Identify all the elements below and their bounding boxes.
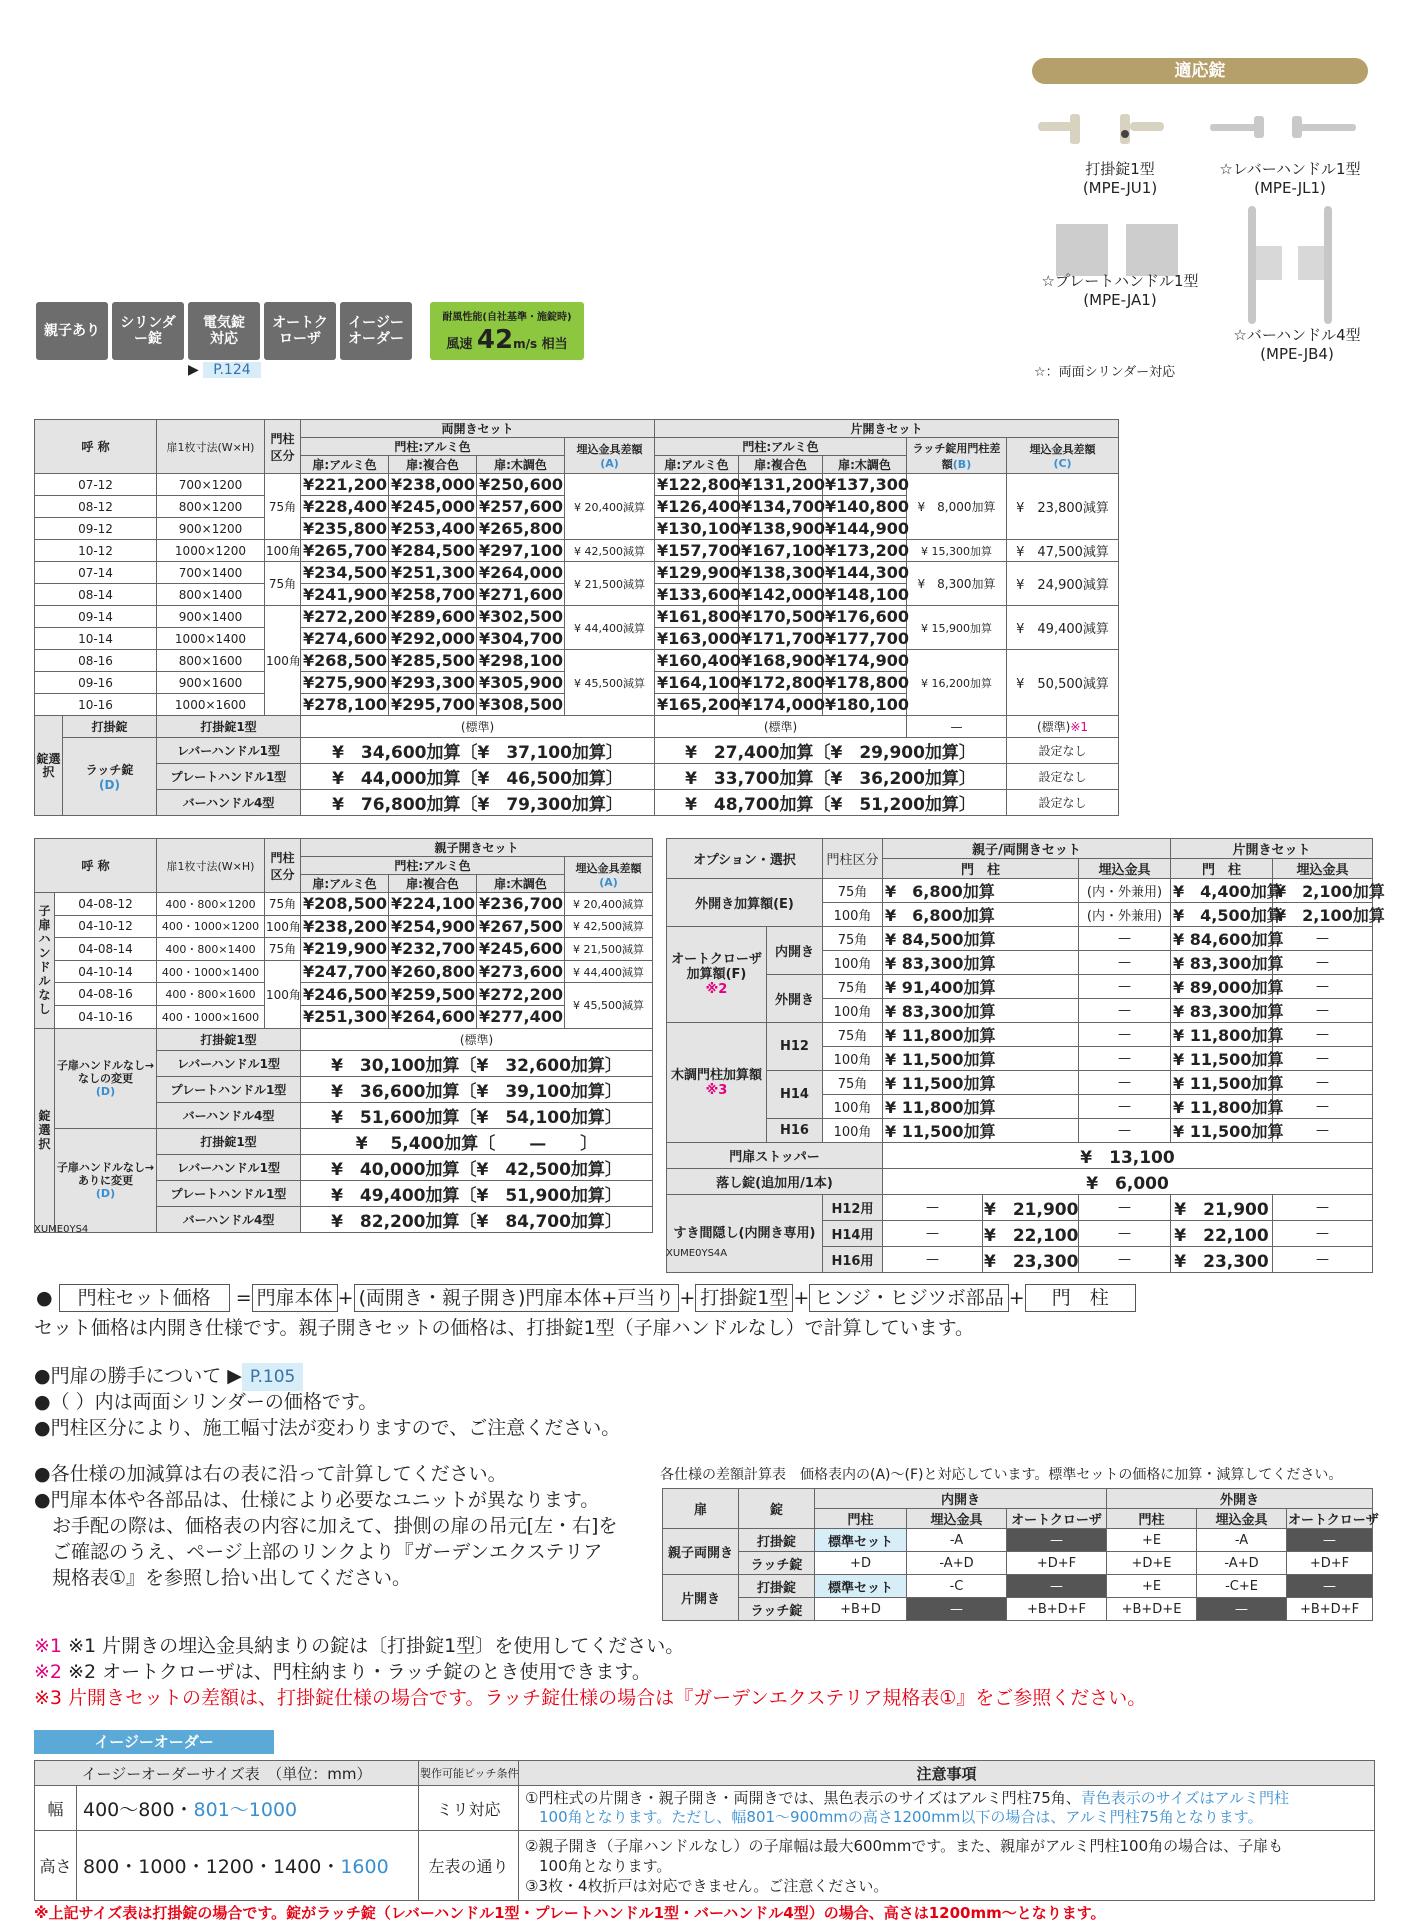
- table-row: 外開き加算額(E) 75角 ¥ 6,800加算 (内・外兼用) ¥ 4,400加算 ¥ 2,100加算: [667, 879, 1373, 903]
- easy-foot: ※上記サイズ表は打掛錠の場合です。錠がラッチ錠（レバーハンドル1型・プレートハンドル1型・バーハンドル4型）の場合、高さは1200mm～となります。: [34, 1904, 1106, 1922]
- note-units-3: ご確認のうえ、ページ上部のリンクより『ガーデンエクステリア: [52, 1541, 603, 1563]
- table-row: 07-14 700×1400 75角 ¥234,500 ¥251,300 ¥264,000 ¥ 21,500減算 ¥129,900 ¥138,300 ¥144,300 ¥ 8,300加算 ¥ 24,900減算: [35, 562, 1119, 584]
- ref-1: ※1 ※1 片開きの埋込金具納まりの錠は〔打掛錠1型〕を使用してください。: [34, 1635, 685, 1657]
- table-row: H16 100角 ¥ 11,500加算 — ¥ 11,500加算 —: [667, 1119, 1373, 1143]
- table-row: レバーハンドル1型 ¥ 30,100加算〔¥ 32,600加算〕: [35, 1051, 653, 1077]
- table-row: プレートハンドル1型 ¥ 49,400加算〔¥ 51,900加算〕: [35, 1181, 653, 1207]
- lock-title-bar: 適応錠: [1032, 58, 1368, 84]
- formula: ● 門柱セット価格 = 門扉本体 + (両開き・親子開き)門扉本体+戸当り + 打掛錠1型 + ヒンジ・ヒジツボ部品 + 門 柱: [36, 1284, 1136, 1312]
- note-units: ●門扉本体や各部品は、仕様により必要なユニットが異なります。: [34, 1489, 600, 1511]
- table-row: バーハンドル4型 ¥ 82,200加算〔¥ 84,700加算〕: [35, 1207, 653, 1233]
- tag-cylinder: シリンダー錠: [112, 302, 184, 360]
- note-katte: ●門扉の勝手について ▶ P.105: [34, 1362, 303, 1391]
- formula-set: 門柱セット価格: [59, 1284, 230, 1312]
- table-row: ラッチ錠 (D) レバーハンドル1型 ¥ 34,600加算〔¥ 37,100加算〕 ¥ 27,400加算〔¥ 29,900加算〕 設定なし: [35, 738, 1119, 764]
- table-row: 木調門柱加算額 ※3 H12 75角 ¥ 11,800加算 — ¥ 11,800加算 —: [667, 1023, 1373, 1047]
- table-row: 04-08-16 400・800×1600 ¥246,500 ¥259,500 ¥272,200 ¥ 45,500減算: [35, 983, 653, 1006]
- note-post: ●門柱区分により、施工幅寸法が変わりますので、ご注意ください。: [34, 1417, 621, 1439]
- table-row: 錠選択 打掛錠 打掛錠1型 (標準) (標準) — (標準)※1: [35, 716, 1119, 738]
- table-row: 09-12 900×1200 ¥235,800 ¥253,400 ¥265,800 ¥130,100 ¥138,900 ¥144,900: [35, 518, 1119, 540]
- lock-image-jl2: [1210, 110, 1360, 150]
- table-row: 錠選択 子扉ハンドルなし→なしの変更 (D) 打掛錠1型 (標準): [35, 1028, 653, 1051]
- option-table: オプション・選択 門柱区分 親子/両開きセット 片開きセット 門 柱 埋込金具 門 柱 埋込金具 外開き加算額(E) 75角 ¥ 6,800加算 (内・外兼用) ¥ 4,400加算 ¥ 2,100加算 100角 ¥ 6,800加算 (内・外兼用) ¥ 4,500加算 ¥ 2,100加算 オートクローザ加算額(F) ※2 内開き 75角 ¥ 84,500加算 — ¥ 84,600加算 — 100角 ¥ 83,300加算 — ¥ 83,300加算 — 外開き 75角 ¥ 91,400加算 — ¥ 89,000加算 — 100角 ¥ 83,300加算 — ¥ 83,300加算 — 木調門柱加算額 ※3 H12 75角 ¥ 11,800加算 — ¥ 11,800加算 — 100角 ¥ 11,500加算 — ¥ 11,500加算 — H14 75角 ¥ 11,500加算 — ¥ 11,500加算 — 100角 ¥ 11,800加算 — ¥ 11,800加算 — H16 100角 ¥ 11,500加算 — ¥ 11,500加算 — 門扉ストッパー ¥ 13,100 落し錠(追加用/1本) ¥ 6,000 すき間隠し(内開き専用) H12用 — ¥ 21,900 — ¥ 21,900 — H14用 — ¥ 22,100 — ¥ 22,100 — H16用 — ¥ 23,300 — ¥ 23,300 —: [666, 838, 1373, 1273]
- formula-note: セット価格は内開き仕様です。親子開きセットの価格は、打掛錠1型（子扉ハンドルなし）で計算しています。: [34, 1317, 975, 1339]
- tag-auto: オートクローザ: [264, 302, 336, 360]
- lock-image-jl1: [1038, 106, 1168, 156]
- table-row: 100角 ¥ 11,800加算 — ¥ 11,800加算 —: [667, 1095, 1373, 1119]
- table-row: バーハンドル4型 ¥ 51,600加算〔¥ 54,100加算〕: [35, 1103, 653, 1129]
- table-row: 04-10-12 400・1000×1200 100角 ¥238,200 ¥254,900 ¥267,500 ¥ 42,500減算: [35, 915, 653, 938]
- table-row: ラッチ錠 +B+D — +B+D+F +B+D+E — +B+D+F: [663, 1598, 1373, 1621]
- table-row: 片開き 打掛錠 標準セット -C — +E -C+E —: [663, 1575, 1373, 1598]
- table-row: 10-14 1000×1400 ¥274,600 ¥292,000 ¥304,700 ¥163,000 ¥171,700 ¥177,700: [35, 628, 1119, 650]
- table-row: 10-12 1000×1200 100角 ¥265,700 ¥284,500 ¥297,100 ¥ 42,500減算 ¥157,700 ¥167,100 ¥173,200 ¥ 15,300加算 ¥ 47,500減算: [35, 540, 1119, 562]
- table-row: 子扉ハンドルなし→ありに変更 (D) 打掛錠1型 ¥ 5,400加算〔 — 〕: [35, 1129, 653, 1155]
- lock-image-jb4: [1236, 206, 1346, 326]
- table-row: 子扉ハンドルなし 04-08-12 400・800×1200 75角 ¥208,500 ¥224,100 ¥236,700 ¥ 20,400減算: [35, 893, 653, 916]
- table-row: オートクローザ加算額(F) ※2 内開き 75角 ¥ 84,500加算 — ¥ 84,600加算 —: [667, 927, 1373, 951]
- lock-footnote: ☆：両面シリンダー対応: [1034, 365, 1176, 380]
- table-row: レバーハンドル1型 ¥ 40,000加算〔¥ 42,500加算〕: [35, 1155, 653, 1181]
- lock-image-ja1: [1056, 222, 1182, 278]
- diff-table: 扉 錠 内開き 外開き 門柱 埋込金具 オートクローザ 門柱 埋込金具 オートクローザ 親子両開き 打掛錠 標準セット -A — +E -A — ラッチ錠 +D -A+D +D+F +D+E -A+D +D+F 片開き 打掛錠 標準セット -C — +E -C+E — ラッチ錠 +B+D — +B+D+F +B+D+E — +B+D+F: [662, 1488, 1373, 1621]
- table-row: 08-16 800×1600 ¥268,500 ¥285,500 ¥298,100 ¥ 45,500減算 ¥160,400 ¥168,900 ¥174,900 ¥ 16,200加算 ¥ 50,500減算: [35, 650, 1119, 672]
- table-row: すき間隠し(内開き専用) H12用 — ¥ 21,900 — ¥ 21,900 —: [667, 1195, 1373, 1221]
- table-row: バーハンドル4型 ¥ 76,800加算〔¥ 79,300加算〕 ¥ 48,700加算〔¥ 51,200加算〕 設定なし: [35, 790, 1119, 816]
- ref-2: ※2 ※2 オートクローザは、門柱納まり・ラッチ錠のとき使用できます。: [34, 1661, 651, 1683]
- note-calc: ●各仕様の加減算は右の表に沿って計算してください。: [34, 1463, 507, 1485]
- table-row: 09-16 900×1600 ¥275,900 ¥293,300 ¥305,900 ¥164,100 ¥172,800 ¥178,800: [35, 672, 1119, 694]
- note-cylinder: ●（ ）内は両面シリンダーの価格です。: [34, 1391, 378, 1413]
- table-row: 高さ 800・1000・1200・1400・1600 左表の通り ②親子開き（子扉ハンドルなし）の子扉幅は最大600mmです。また、親扉がアルミ門柱100角の場合は、子扉も 100角となります。 ③3枚・4枚折戸は対応できません。ご注意ください。: [35, 1831, 1375, 1901]
- table-row: ラッチ錠 +D -A+D +D+F +D+E -A+D +D+F: [663, 1552, 1373, 1575]
- table-row: 100角 ¥ 83,300加算 — ¥ 83,300加算 —: [667, 999, 1373, 1023]
- table-row: プレートハンドル1型 ¥ 44,000加算〔¥ 46,500加算〕 ¥ 33,700加算〔¥ 36,200加算〕 設定なし: [35, 764, 1119, 790]
- price-table-oyako: 呼 称 扉1枚寸法(W×H) 門柱区分 親子開きセット 門柱:アルミ色 埋込金具差額 (A) 扉:アルミ色 扉:複合色 扉:木調色 子扉ハンドルなし 04-08-12 400・800×1200 75角 ¥208,500 ¥224,100 ¥236,700 ¥ 20,400減算 04-10-12 400・1000×1200 100角 ¥238,200 ¥254,900 ¥267,500 ¥ 42,500減算 04-08-14 400・800×1400 75角 ¥219,900 ¥232,700 ¥245,600 ¥ 21,500減算 04-10-14 400・1000×1400 100角 ¥247,700 ¥260,800 ¥273,600 ¥ 44,400減算 04-08-16 400・800×1600 ¥246,500 ¥259,500 ¥272,200 ¥ 45,500減算 04-10-16 400・1000×1600 ¥251,300 ¥264,600 ¥277,400 錠選択 子扉ハンドルなし→なしの変更 (D) 打掛錠1型 (標準) レバーハンドル1型 ¥ 30,100加算〔¥ 32,600加算〕 プレートハンドル1型 ¥ 36,600加算〔¥ 39,100加算〕 バーハンドル4型 ¥ 51,600加算〔¥ 54,100加算〕 子扉ハンドルなし→ありに変更 (D) 打掛錠1型 ¥ 5,400加算〔 — 〕 レバーハンドル1型 ¥ 40,000加算〔¥ 42,500加算〕 プレートハンドル1型 ¥ 49,400加算〔¥ 51,900加算〕 バーハンドル4型 ¥ 82,200加算〔¥ 84,700加算〕: [34, 838, 653, 1233]
- table-row: 外開き 75角 ¥ 91,400加算 — ¥ 89,000加算 —: [667, 975, 1373, 999]
- ref-3: ※3 片開きセットの差額は、打掛錠仕様の場合です。ラッチ錠仕様の場合は『ガーデンエクステリア規格表①』をご参照ください。: [34, 1687, 1147, 1709]
- table-row: 親子両開き 打掛錠 標準セット -A — +E -A —: [663, 1529, 1373, 1552]
- table-row: 04-10-14 400・1000×1400 100角 ¥247,700 ¥260,800 ¥273,600 ¥ 44,400減算: [35, 960, 653, 983]
- tag-wind: 耐風性能(自社基準・施錠時) 風速 42m/s 相当: [430, 302, 584, 360]
- table-row: H14 75角 ¥ 11,500加算 — ¥ 11,500加算 —: [667, 1071, 1373, 1095]
- table-row: 幅 400～800・801～1000 ミリ対応 ①門柱式の片開き・親子開き・両開きでは、黒色表示のサイズはアルミ門柱75角、青色表示のサイズはアルミ門柱 100角となります。ただし、幅801～900mmの高さ1200mm以下の場合は、アルミ門柱75角となります。: [35, 1786, 1375, 1831]
- table-row: 落し錠(追加用/1本) ¥ 6,000: [667, 1169, 1373, 1195]
- table-row: 04-08-14 400・800×1400 75角 ¥219,900 ¥232,700 ¥245,600 ¥ 21,500減算: [35, 938, 653, 961]
- note-units-4: 規格表①』を参照し拾い出してください。: [52, 1567, 412, 1589]
- table-row: 10-16 1000×1600 ¥278,100 ¥295,700 ¥308,500 ¥165,200 ¥174,000 ¥180,100: [35, 694, 1119, 716]
- page-ref-105[interactable]: P.105: [242, 1363, 303, 1391]
- table-row: 08-12 800×1200 ¥228,400 ¥245,000 ¥257,600 ¥126,400 ¥134,700 ¥140,800: [35, 496, 1119, 518]
- table-row: 100角 ¥ 11,500加算 — ¥ 11,500加算 —: [667, 1047, 1373, 1071]
- table-row: プレートハンドル1型 ¥ 36,600加算〔¥ 39,100加算〕: [35, 1077, 653, 1103]
- tag-oyako: 親子あり: [36, 302, 108, 360]
- price-table-main: 呼 称 扉1枚寸法(W×H) 門柱区分 両開きセット 片開きセット 門柱:アルミ色 埋込金具差額 (A) 門柱:アルミ色 ラッチ錠用門柱差額(B) 埋込金具差額 (C) 扉:アルミ色 扉:複合色 扉:木調色 扉:アルミ色 扉:複合色 扉:木調色 07-12 700×1200 75角 ¥221,200 ¥238,000 ¥250,600 ¥ 20,400減算 ¥122,800 ¥131,200 ¥137,300 ¥ 8,000加算 ¥ 23,800減算 08-12 800×1200 ¥228,400 ¥245,000 ¥257,600 ¥126,400 ¥134,700 ¥140,800 09-12 900×1200 ¥235,800 ¥253,400 ¥265,800 ¥130,100 ¥138,900 ¥144,900 10-12 1000×1200 100角 ¥265,700 ¥284,500 ¥297,100 ¥ 42,500減算 ¥157,700 ¥167,100 ¥173,200 ¥ 15,300加算 ¥ 47,500減算 07-14 700×1400 75角 ¥234,500 ¥251,300 ¥264,000 ¥ 21,500減算 ¥129,900 ¥138,300 ¥144,300 ¥ 8,300加算 ¥ 24,900減算 08-14 800×1400 ¥241,900 ¥258,700 ¥271,600 ¥133,600 ¥142,000 ¥148,100 09-14 900×1400 100角 ¥272,200 ¥289,600 ¥302,500 ¥ 44,400減算 ¥161,800 ¥170,500 ¥176,600 ¥ 15,900加算 ¥ 49,400減算 10-14 1000×1400 ¥274,600 ¥292,000 ¥304,700 ¥163,000 ¥171,700 ¥177,700 08-16 800×1600 ¥268,500 ¥285,500 ¥298,100 ¥ 45,500減算 ¥160,400 ¥168,900 ¥174,900 ¥ 16,200加算 ¥ 50,500減算 09-16 900×1600 ¥275,900 ¥293,300 ¥305,900 ¥164,100 ¥172,800 ¥178,800 10-16 1000×1600 ¥278,100 ¥295,700 ¥308,500 ¥165,200 ¥174,000 ¥180,100 錠選択 打掛錠 打掛錠1型 (標準) (標準) — (標準)※1 ラッチ錠 (D) レバーハンドル1型 ¥ 34,600加算〔¥ 37,100加算〕 ¥ 27,400加算〔¥ 29,900加算〕 設定なし プレートハンドル1型 ¥ 44,000加算〔¥ 46,500加算〕 ¥ 33,700加算〔¥ 36,200加算〕 設定なし バーハンドル4型 ¥ 76,800加算〔¥ 79,300加算〕 ¥ 48,700加算〔¥ 51,200加算〕 設定なし: [34, 419, 1119, 816]
- note-units-2: お手配の際は、価格表の内容に加えて、掛側の扉の吊元[左・右]を: [52, 1515, 618, 1537]
- table-row: 09-14 900×1400 100角 ¥272,200 ¥289,600 ¥302,500 ¥ 44,400減算 ¥161,800 ¥170,500 ¥176,600 ¥ 15,900加算 ¥ 49,400減算: [35, 606, 1119, 628]
- easy-table: イージーオーダーサイズ表 （単位：mm） 製作可能ピッチ条件 注意事項 幅 400～800・801～1000 ミリ対応 ①門柱式の片開き・親子開き・両開きでは、黒色表示のサイズはアルミ門柱75角、青色表示のサイズはアルミ門柱 100角となります。ただし、幅801～900mmの高さ1200mm以下の場合は、アルミ門柱75角となります。 高さ 800・1000・1200・1400・1600 左表の通り ②親子開き（子扉ハンドルなし）の子扉幅は最大600mmです。また、親扉がアルミ門柱100角の場合は、子扉も 100角となります。 ③3枚・4枚折戸は対応できません。ご注意ください。: [34, 1760, 1375, 1901]
- lock-label-jb4: ☆バーハンドル4型 (MPE-JB4): [1233, 326, 1361, 363]
- table-row: 04-10-16 400・1000×1600 ¥251,300 ¥264,600 ¥277,400: [35, 1005, 653, 1028]
- easy-title: イージーオーダー: [34, 1730, 274, 1754]
- diff-caption: 各仕様の差額計算表 価格表内の(A)～(F)と対応しています。標準セットの価格に加算・減算してください。: [660, 1467, 1343, 1483]
- tag-denki: 電気錠対応: [188, 302, 260, 360]
- table-row: H14用 — ¥ 22,100 — ¥ 22,100 —: [667, 1221, 1373, 1247]
- table-row: 08-14 800×1400 ¥241,900 ¥258,700 ¥271,600 ¥133,600 ¥142,000 ¥148,100: [35, 584, 1119, 606]
- table-row: 100角 ¥ 83,300加算 — ¥ 83,300加算 —: [667, 951, 1373, 975]
- table-row: 門扉ストッパー ¥ 13,100: [667, 1143, 1373, 1169]
- tag-easy: イージーオーダー: [340, 302, 412, 360]
- code-t3: XUME0YS4A: [666, 1248, 728, 1259]
- table-row: 100角 ¥ 6,800加算 (内・外兼用) ¥ 4,500加算 ¥ 2,100加算: [667, 903, 1373, 927]
- table-row: 07-12 700×1200 75角 ¥221,200 ¥238,000 ¥250,600 ¥ 20,400減算 ¥122,800 ¥131,200 ¥137,300 ¥ 8,000加算 ¥ 23,800減算: [35, 474, 1119, 496]
- lock-label-ja1: ☆プレートハンドル1型 (MPE-JA1): [1041, 272, 1199, 309]
- page-ref-124[interactable]: ▶ P.124: [188, 362, 261, 378]
- lock-label-ju1: 打掛錠1型 (MPE-JU1): [1082, 160, 1158, 197]
- table-row: H16用 — ¥ 23,300 — ¥ 23,300 —: [667, 1247, 1373, 1273]
- lock-label-jl1: ☆レバーハンドル1型 (MPE-JL1): [1219, 160, 1361, 197]
- code-t2: XUME0YS4: [34, 1224, 89, 1235]
